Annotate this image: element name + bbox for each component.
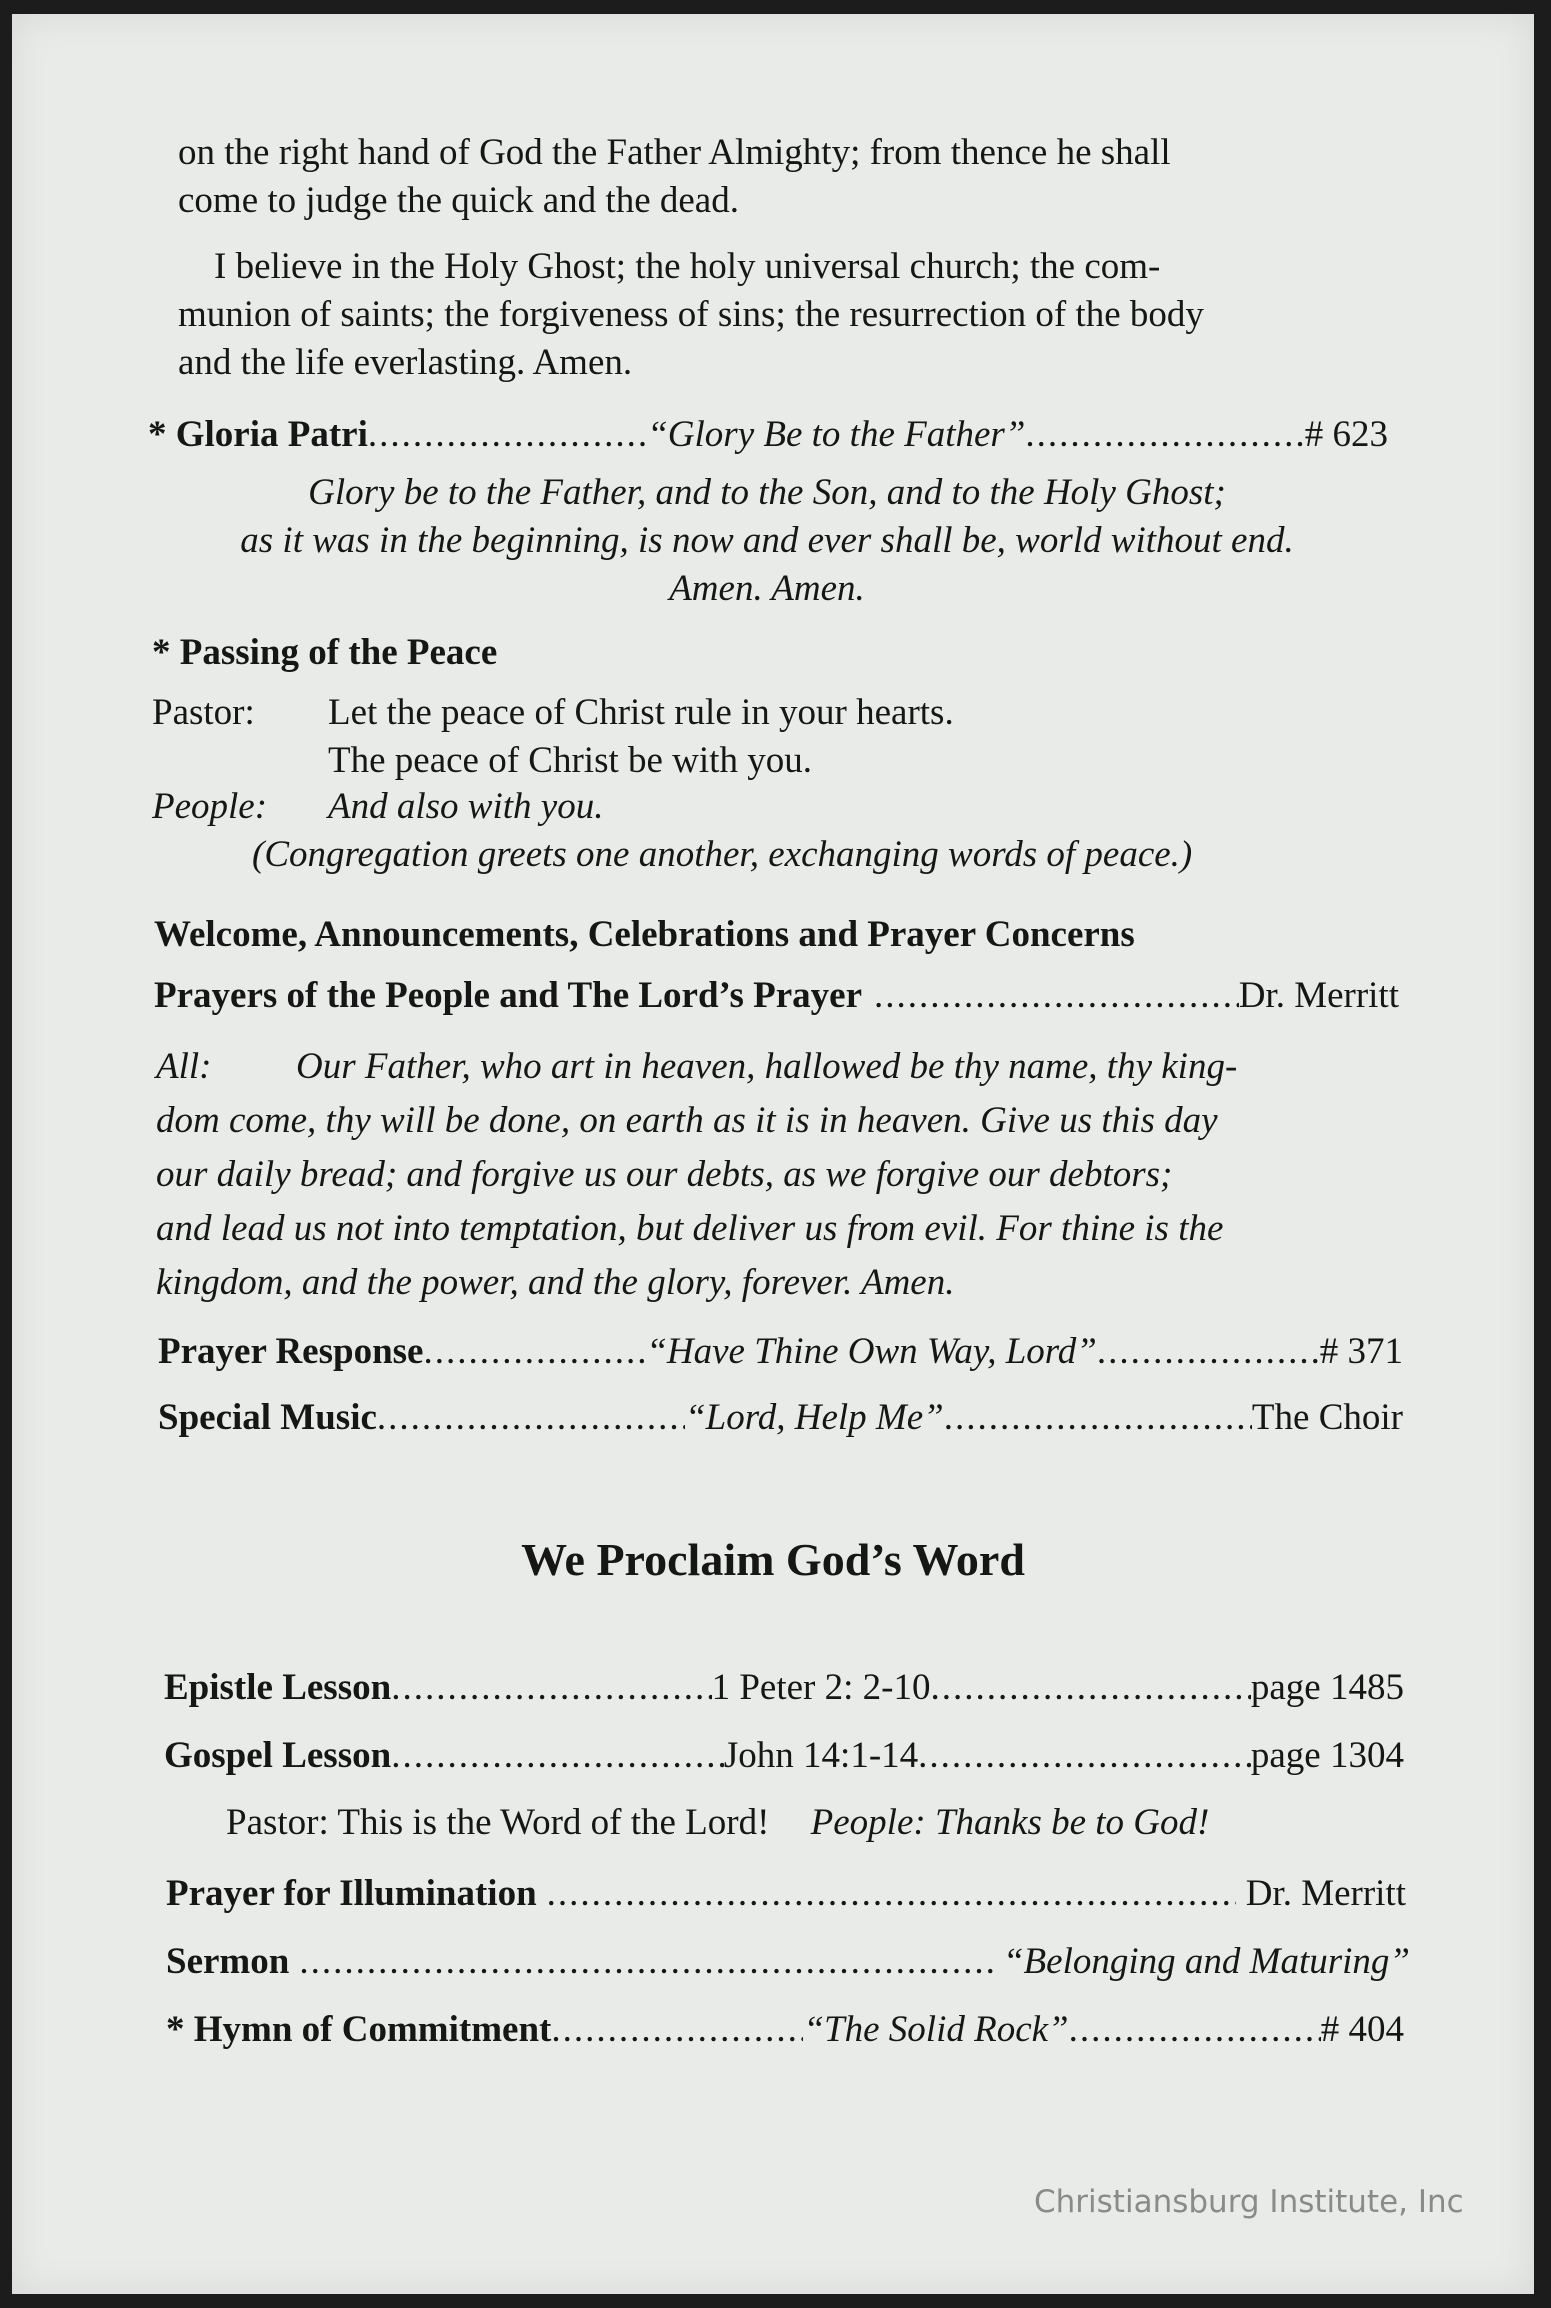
dot-leader — [930, 1664, 1250, 1712]
prayer-response-row — [158, 1328, 1403, 1376]
gospel-title: Gospel Lesson — [164, 1735, 392, 1776]
sermon-subtitle: “Belonging and Maturing” — [1002, 1941, 1410, 1982]
peace-note: (Congregation greets one another, exchanging words of peace.) — [252, 834, 1193, 875]
lords-prayer-line: dom come, thy will be done, on earth as it is in heaven. Give us this day — [156, 1100, 1218, 1141]
section-heading: We Proclaim God’s Word — [521, 1534, 1025, 1585]
creed-line: come to judge the quick and the dead. — [178, 180, 739, 221]
creed-line: I believe in the Holy Ghost; the holy universal church; the com- — [214, 246, 1161, 287]
gospel-page: page 1304 — [1250, 1735, 1404, 1776]
epistle-row — [164, 1664, 1404, 1712]
hymn-title: * Hymn of Commitment — [166, 2009, 552, 2050]
response-title: Prayer Response — [158, 1331, 424, 1372]
dot-leader — [377, 1394, 685, 1442]
gloria-lyric: Glory be to the Father, and to the Son, and to the Holy Ghost; — [308, 472, 1226, 513]
dot-leader — [391, 1732, 724, 1780]
dot-leader — [1025, 411, 1304, 459]
illumination-leader: Dr. Merritt — [1245, 1873, 1406, 1914]
peace-title: * Passing of the Peace — [152, 632, 498, 673]
watermark: Christiansburg Institute, Inc — [1034, 2184, 1464, 2220]
dot-leader — [944, 1394, 1252, 1442]
dot-leader — [368, 411, 647, 459]
illumination-title: Prayer for Illumination — [166, 1873, 537, 1914]
lords-prayer-line: kingdom, and the power, and the glory, forever. Amen. — [156, 1262, 955, 1303]
sermon-row — [166, 1938, 1410, 1986]
dot-leader — [1069, 2006, 1321, 2054]
gloria-lyric: as it was in the beginning, is now and ever shall be, world without end. — [240, 520, 1294, 561]
dot-leader — [874, 972, 1239, 1020]
people-line: And also with you. — [328, 786, 604, 827]
hymn-commitment-row — [166, 2006, 1404, 2054]
epistle-reference: 1 Peter 2: 2-10 — [711, 1667, 931, 1708]
pastor-line: Let the peace of Christ rule in your hearts. — [328, 692, 954, 733]
dot-leader — [547, 1870, 1236, 1918]
hymn-subtitle: “The Solid Rock” — [803, 2009, 1069, 2050]
gloria-title: * Gloria Patri — [148, 414, 368, 455]
gloria-subtitle: “Glory Be to the Father” — [647, 414, 1026, 455]
prayers-row — [154, 972, 1399, 1020]
lords-prayer-line: our daily bread; and forgive us our debts, as we forgive our debtors; — [156, 1154, 1173, 1195]
special-performer: The Choir — [1251, 1397, 1403, 1438]
hymn-number: # 371 — [1319, 1331, 1403, 1372]
gospel-row — [164, 1732, 1404, 1780]
lords-prayer-line: Our Father, who art in heaven, hallowed be thy name, thy king- — [296, 1046, 1238, 1087]
epistle-title: Epistle Lesson — [164, 1667, 392, 1708]
people-label: People: — [152, 786, 268, 827]
special-subtitle: “Lord, Help Me” — [685, 1397, 944, 1438]
special-title: Special Music — [158, 1397, 377, 1438]
welcome-heading: Welcome, Announcements, Celebrations and Prayer Concerns — [154, 914, 1135, 955]
creed-line: munion of saints; the forgiveness of sins; the resurrection of the body — [178, 294, 1204, 335]
word-response-people: People: Thanks be to God! — [810, 1802, 1210, 1843]
response-subtitle: “Have Thine Own Way, Lord” — [646, 1331, 1097, 1372]
word-response-pastor: Pastor: This is the Word of the Lord! — [226, 1802, 770, 1843]
all-label: All: — [156, 1046, 212, 1087]
gloria-patri-row — [148, 411, 1388, 459]
dot-leader — [551, 2006, 803, 2054]
hymn-number: # 623 — [1304, 414, 1388, 455]
special-music-row — [158, 1394, 1403, 1442]
word-response — [226, 1800, 1209, 1846]
pastor-label: Pastor: — [152, 692, 255, 733]
dot-leader — [299, 1938, 993, 1986]
prayers-title: Prayers of the People and The Lord’s Prayer — [154, 975, 863, 1016]
bulletin-page — [12, 14, 1534, 2294]
dot-leader — [423, 1328, 646, 1376]
epistle-page: page 1485 — [1250, 1667, 1404, 1708]
illumination-row — [166, 1870, 1406, 1918]
lords-prayer-line: and lead us not into temptation, but deliver us from evil. For thine is the — [156, 1208, 1224, 1249]
creed-line: and the life everlasting. Amen. — [178, 342, 633, 383]
creed-line: on the right hand of God the Father Almighty; from thence he shall — [178, 132, 1171, 173]
pastor-line: The peace of Christ be with you. — [328, 740, 812, 781]
gospel-reference: John 14:1-14 — [723, 1735, 919, 1776]
sermon-title: Sermon — [166, 1941, 290, 1982]
dot-leader — [1097, 1328, 1320, 1376]
gloria-lyric: Amen. Amen. — [669, 568, 865, 609]
dot-leader — [391, 1664, 711, 1712]
hymn-number: # 404 — [1320, 2009, 1404, 2050]
dot-leader — [918, 1732, 1251, 1780]
prayers-leader: Dr. Merritt — [1238, 975, 1399, 1016]
